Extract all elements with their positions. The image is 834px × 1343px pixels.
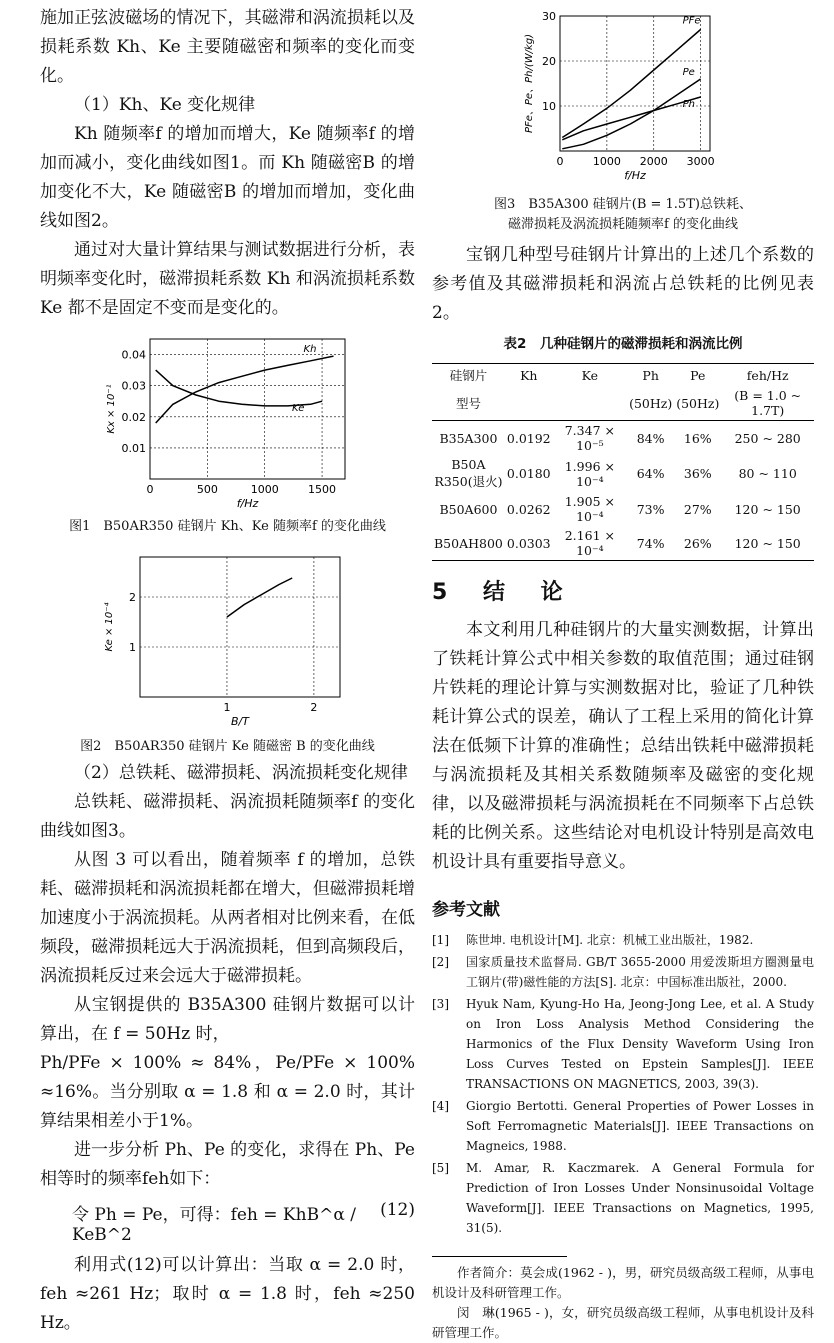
figure-2-chart [100, 547, 360, 727]
table-row [432, 526, 814, 561]
table-subheader: (50Hz) [674, 386, 721, 421]
table-cell: 74% [627, 526, 674, 561]
reference-item [432, 952, 814, 992]
figure-3-caption: 图3 B35A300 硅钢片(B = 1.5T)总铁耗、 [494, 197, 752, 212]
figure-1-chart [100, 331, 360, 511]
table-header: Kh [505, 364, 553, 387]
table-cell: 1.996 × 10⁻⁴ [564, 458, 615, 489]
table-2 [432, 363, 814, 561]
paragraph: 从宝钢提供的 B35A300 硅钢片数据可以计算出，在 f = 50Hz 时， [40, 995, 415, 1044]
reference-number: [5] [432, 1161, 449, 1175]
series-line [562, 30, 700, 138]
reference-number: [4] [432, 1099, 449, 1113]
figure-2 [100, 547, 415, 731]
table-cell: B50AH800 [432, 526, 505, 561]
table-row [432, 421, 814, 456]
y-axis-label: PFe、Pe、Ph/(W/kg) [524, 33, 535, 134]
series-line [562, 97, 700, 140]
paragraph: Ph/PFe × 100% ≈ 84%，Pe/PFe × 100% ≈16%。当分别取 α = 1.8 和 α = 2.0 时，其计算结果相差小于1%。 [40, 1053, 415, 1131]
x-tick-label: 2 [310, 701, 318, 714]
table-cell: 80 ~ 110 [738, 466, 797, 481]
table-cell: B50A R350(退火) [434, 457, 503, 489]
paragraph: 利用式(12)可以计算出：当取 α = 2.0 时，feh ≈261 Hz；取时 α = 1.8 时，feh ≈250 Hz。 [40, 1255, 415, 1333]
table-cell: B35A300 [439, 430, 498, 446]
figure-3-caption-line2: 磁滞损耗及涡流损耗随频率f 的变化曲线 [508, 217, 738, 232]
table-row [432, 455, 814, 492]
reference-text: Hyuk Nam, Kyung-Ho Ha, Jeong-Jong Lee, et al. A Study on Iron Loss Analysis Method Considering the Harmonics of the Flux Density Waveform Using Iron Loss Curves Tested on Epstein Samples[J]. IEEE TRANSACTIONS ON MAGNETICS, 2003, 39(3). [466, 997, 814, 1091]
table-cell: 84% [636, 430, 665, 446]
series-label: Pe [682, 67, 695, 78]
y-axis-label: Kx × 10⁻¹ [106, 384, 117, 434]
reference-number: [3] [432, 997, 449, 1011]
table-subheader: (B = 1.0 ~ 1.7T) [721, 386, 814, 421]
x-axis-label: f/Hz [624, 169, 646, 182]
table-row [432, 492, 814, 526]
table-header: feh/Hz [721, 364, 814, 387]
table-cell: 120 ~ 150 [734, 501, 801, 517]
x-tick-label: 1000 [592, 155, 621, 168]
y-tick-label: 0.01 [121, 441, 146, 455]
section-title: 5 结 论 [432, 580, 577, 605]
table-cell: 36% [683, 466, 712, 481]
table-cell: 0.0262 [506, 501, 551, 517]
table-cell: 0.0192 [506, 430, 551, 446]
reference-text: 陈世坤. 电机设计[M]. 北京：机械工业出版社，1982. [466, 933, 754, 947]
y-tick-label: 10 [542, 100, 556, 113]
reference-item [432, 930, 814, 950]
reference-text: Giorgio Bertotti. General Properties of Power Losses in Soft Ferromagnetic Materials[J]. IEEE Transactions on Magneics, 1988. [466, 1099, 814, 1153]
reference-number: [2] [432, 955, 449, 969]
table-header-row [432, 364, 814, 387]
author-bio: 作者简介：莫会成(1962 - )，男，研究员级高级工程师，从事电机设计及科研管理工作。 [432, 1265, 814, 1300]
table-header: Pe [674, 364, 721, 387]
x-tick-label: 500 [196, 483, 218, 496]
x-tick-label: 2000 [639, 155, 668, 168]
x-axis-label: B/T [231, 715, 249, 727]
paragraph: 进一步分析 Ph、Pe 的变化，求得在 Ph、Pe 相等时的频率feh如下： [40, 1140, 415, 1189]
right-column [432, 0, 814, 1343]
x-tick-label: 3000 [686, 155, 715, 168]
table-subheader [505, 386, 553, 421]
table-subheader: 型号 [432, 386, 505, 421]
plot-frame [140, 557, 340, 697]
series-label: PFe [682, 15, 701, 27]
y-tick-label: 0.02 [121, 410, 146, 424]
figure-3 [522, 10, 814, 189]
equation: 令 Ph = Pe，可得：feh = KhB^α / KeB^2 [72, 1205, 356, 1245]
subsection-heading: （1）Kh、Ke 变化规律 [74, 95, 256, 115]
reference-number: [1] [432, 933, 449, 947]
reference-text: M. Amar, R. Kaczmarek. A General Formula for Prediction of Iron Losses Under Nonsinusoidal Voltage Waveform[J]. IEEE Transactions on Magnetics, 1995, 31(5). [466, 1161, 814, 1235]
table-cell: 120 ~ 150 [721, 526, 814, 561]
table-cell: 250 ~ 280 [734, 430, 801, 446]
table-cell: 1.905 × 10⁻⁴ [564, 494, 615, 524]
y-tick-label: 30 [542, 10, 556, 23]
x-axis-label: f/Hz [236, 497, 259, 510]
equation-12 [72, 1200, 415, 1245]
table-cell: 73% [636, 501, 665, 517]
x-tick-label: 1000 [250, 483, 279, 496]
table-cell: B50A600 [439, 501, 498, 517]
figure-2-caption: 图2 B50AR350 硅钢片 Ke 随磁密 B 的变化曲线 [80, 739, 375, 754]
figure-3-chart [522, 10, 722, 185]
subsection-heading: （2）总铁耗、磁滞损耗、涡流损耗变化规律 [74, 763, 408, 783]
table-cell: 64% [636, 466, 665, 481]
references-list [432, 930, 814, 1238]
y-tick-label: 0.03 [121, 379, 146, 393]
paragraph: 从图 3 可以看出，随着频率 f 的增加，总铁耗、磁滞损耗和涡流损耗都在增大，但磁滞损耗增加速度小于涡流损耗。从两者相对比例来看，在低频段，磁滞损耗远大于涡流损耗，但到高频段后，涡流损耗反过来会远大于磁滞损耗。 [40, 850, 415, 986]
table-cell: 16% [683, 430, 712, 446]
table-cell: 0.0180 [506, 466, 551, 481]
reference-item [432, 1158, 814, 1238]
table-header: Ph [627, 364, 674, 387]
table-cell: 7.347 × 10⁻⁵ [564, 423, 615, 453]
y-tick-label: 1 [129, 641, 136, 654]
series-label: Ph [682, 99, 695, 110]
table-cell: 2.161 × 10⁻⁴ [553, 526, 627, 561]
y-axis-label: Ke × 10⁻⁴ [104, 602, 115, 652]
paragraph: 通过对大量计算结果与测试数据进行分析，表明频率变化时，磁滞损耗系数 Kh 和涡流损耗系数 Ke 都不是固定不变而是变化的。 [40, 240, 415, 318]
y-tick-label: 20 [542, 55, 556, 68]
series-line [227, 578, 292, 617]
figure-1 [100, 331, 415, 515]
paragraph: Kh 随频率f 的增加而增大，Ke 随频率f 的增加而减小，变化曲线如图1。而 Kh 随磁密B 的增加变化不大，Ke 随磁密B 的增加而增加，变化曲线如图2。 [40, 124, 415, 231]
x-tick-label: 1 [223, 701, 231, 714]
y-tick-label: 0.04 [121, 348, 146, 362]
equation-number: (12) [380, 1200, 415, 1220]
y-tick-label: 2 [129, 591, 136, 604]
references-title: 参考文献 [432, 900, 500, 920]
series-label: Ke [292, 403, 305, 415]
table-cell: 27% [683, 501, 712, 517]
reference-item [432, 1096, 814, 1156]
left-column [40, 0, 415, 1338]
x-tick-label: 0 [146, 483, 154, 496]
table-header: 硅钢片 [432, 364, 505, 387]
x-tick-label: 1500 [308, 483, 337, 496]
reference-text: 国家质量技术监督局. GB/T 3655-2000 用爱泼斯坦方圈测量电工钢片(带)磁性能的方法[S]. 北京：中国标准出版社，2000. [466, 955, 814, 989]
figure-1-caption: 图1 B50AR350 硅钢片 Kh、Ke 随频率f 的变化曲线 [69, 519, 386, 534]
paragraph: 本文利用几种硅钢片的大量实测数据，计算出了铁耗计算公式中相关参数的取值范围；通过硅钢片铁耗的理论计算与实测数据对比，验证了几种铁耗计算公式的误差，确认了工程上采用的简化计算法在低频下计算的准确性；总结出铁耗中磁滞损耗与涡流损耗及其相关系数随频率及磁密的变化规律，以及磁滞损耗与涡流损耗在不同频率下占总铁耗的比例关系。这些结论对电机设计特别是高效电机设计具有重要指导意义。 [432, 620, 814, 872]
table-subheader: (50Hz) [627, 386, 674, 421]
table-caption: 表2 几种硅钢片的磁滞损耗和涡流比例 [503, 336, 743, 352]
table-subheader [553, 386, 627, 421]
reference-item [432, 994, 814, 1094]
table-cell: 26% [674, 526, 721, 561]
table-cell: 0.0303 [505, 526, 553, 561]
table-subheader-row [432, 386, 814, 421]
paragraph: 宝钢几种型号硅钢片计算出的上述几个系数的参考值及其磁滞损耗和涡流占总铁耗的比例见表2。 [432, 245, 814, 323]
paragraph: 总铁耗、磁滞损耗、涡流损耗随频率f 的变化曲线如图3。 [40, 792, 415, 841]
series-label: Kh [303, 344, 317, 356]
paragraph: 施加正弦波磁场的情况下，其磁滞和涡流损耗以及损耗系数 Kh、Ke 主要随磁密和频率的变化而变化。 [40, 8, 415, 86]
table-header: Ke [553, 364, 627, 387]
x-tick-label: 0 [556, 155, 564, 168]
author-bio: 闵 琳(1965 - )，女，研究员级高级工程师，从事电机设计及科研管理工作。 [432, 1305, 814, 1340]
footnote-divider [432, 1256, 567, 1257]
